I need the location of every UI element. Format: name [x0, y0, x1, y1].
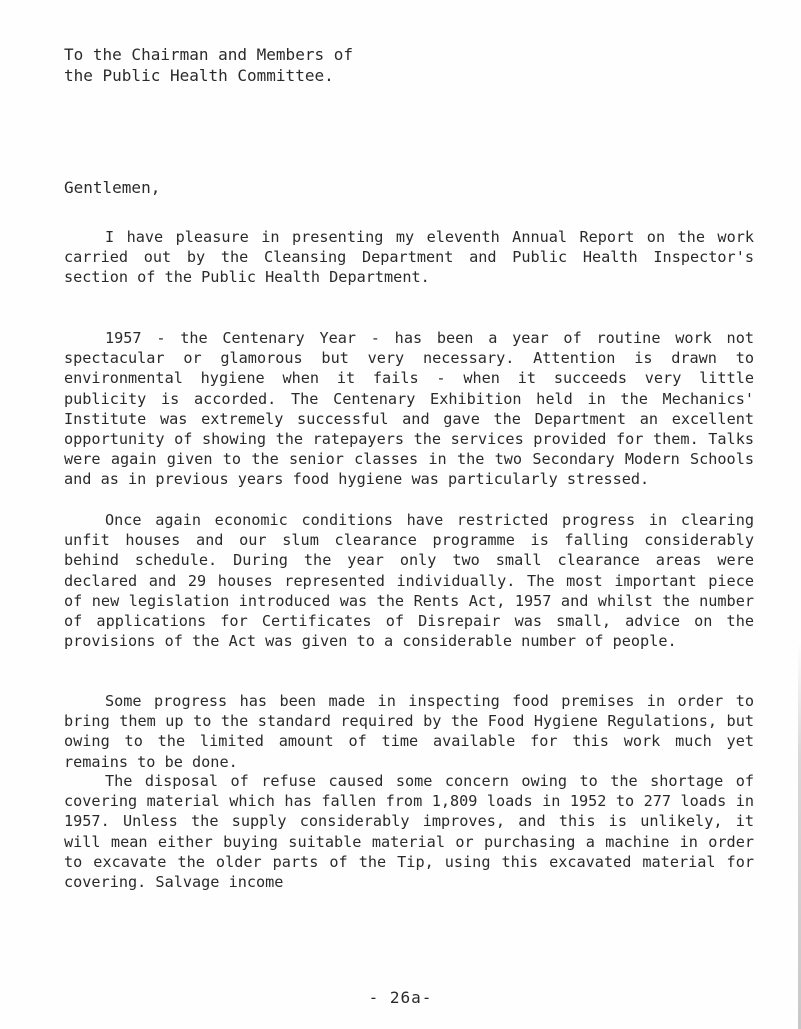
paragraph-slum-clearance: Once again economic conditions have restricted progress in clearing unfit houses and our slum clearance programme is falling considerably behind schedule. During the year only two small clearance areas were declared and 29 houses represented individually. The most important piece of new legislation introduced was the Rents Act, 1957 and whilst the number of applications for Certificates of Disrepair was small, advice on the provisions of the Act was given to a considerable number of people. [64, 511, 754, 651]
addressee: To the Chairman and Members of the Public Health Committee. [64, 45, 353, 85]
page-number: - 26a- [368, 988, 433, 1007]
paragraph-introduction: I have pleasure in presenting my eleventh Annual Report on the work carried out by the Cleansing Department and Public Health Inspector's section of the Public Health Department. [64, 228, 754, 287]
paragraph-refuse-disposal: The disposal of refuse caused some concern owing to the shortage of covering material which has fallen from 1,809 loads in 1952 to 277 loads in 1957. Unless the supply considerably improves, and this is unlikely, it will mean either buying suitable material or purchasing a machine in order to excavate the older parts of the Tip, using this excavated material for covering. Salvage income [64, 772, 754, 892]
salutation: Gentlemen, [64, 178, 161, 197]
paragraph-food-premises: Some progress has been made in inspecting food premises in order to bring them up to the standard required by the Food Hygiene Regulations, but owing to the limited amount of time available for this work much yet remains to be done. [64, 692, 754, 771]
paragraph-centenary-year: 1957 - the Centenary Year - has been a year of routine work not spectacular or glamorous but very necessary. Attention is drawn to environmental hygiene when it fails - when it succeeds very little publicity is accorded. The Centenary Exhibition held in the Mechanics' Institute was extremely successful and gave the Department an excellent opportunity of showing the ratepayers the services provided for them. Talks were again given to the senior classes in the two Secondary Modern Schools and as in previous years food hygiene was particularly stressed. [64, 329, 754, 489]
